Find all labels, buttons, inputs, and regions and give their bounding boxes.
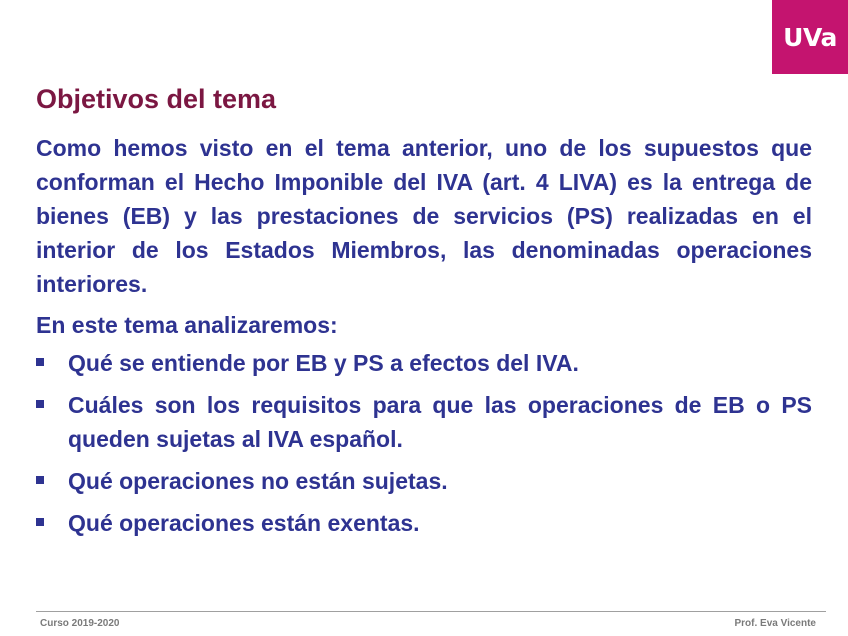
list-item-text: Qué operaciones no están sujetas. <box>68 468 448 494</box>
uva-logo-text: UVa <box>783 22 837 52</box>
slide-title: Objetivos del tema <box>36 84 277 114</box>
square-bullet-icon <box>36 400 44 408</box>
intro-paragraph: Como hemos visto en el tema anterior, uno de los supuestos que conforman el Hecho Imponible del IVA (art. 4 LIVA) es la entrega de bienes (EB) y las prestaciones de servicios (PS) realizadas en el interior de los Estados Miembros, las denominadas operaciones interiores. <box>36 135 812 297</box>
square-bullet-icon <box>36 358 44 366</box>
list-item-text: Qué se entiende por EB y PS a efectos del IVA. <box>68 350 579 376</box>
square-bullet-icon <box>36 518 44 526</box>
footer-course: Curso 2019-2020 <box>40 618 120 629</box>
list-item <box>36 506 812 540</box>
list-item <box>36 388 812 456</box>
objectives-list <box>36 346 812 540</box>
list-item-text: Qué operaciones están exentas. <box>68 510 420 536</box>
footer-author: Prof. Eva Vicente <box>734 618 816 629</box>
footer-divider <box>36 611 826 612</box>
uva-logo <box>772 0 848 74</box>
subheading: En este tema analizaremos: <box>36 312 338 338</box>
slide-content <box>36 131 812 548</box>
square-bullet-icon <box>36 476 44 484</box>
list-item-text: Cuáles son los requisitos para que las operaciones de EB o PS queden sujetas al IVA español. <box>68 392 812 452</box>
list-item <box>36 346 812 380</box>
list-item <box>36 464 812 498</box>
